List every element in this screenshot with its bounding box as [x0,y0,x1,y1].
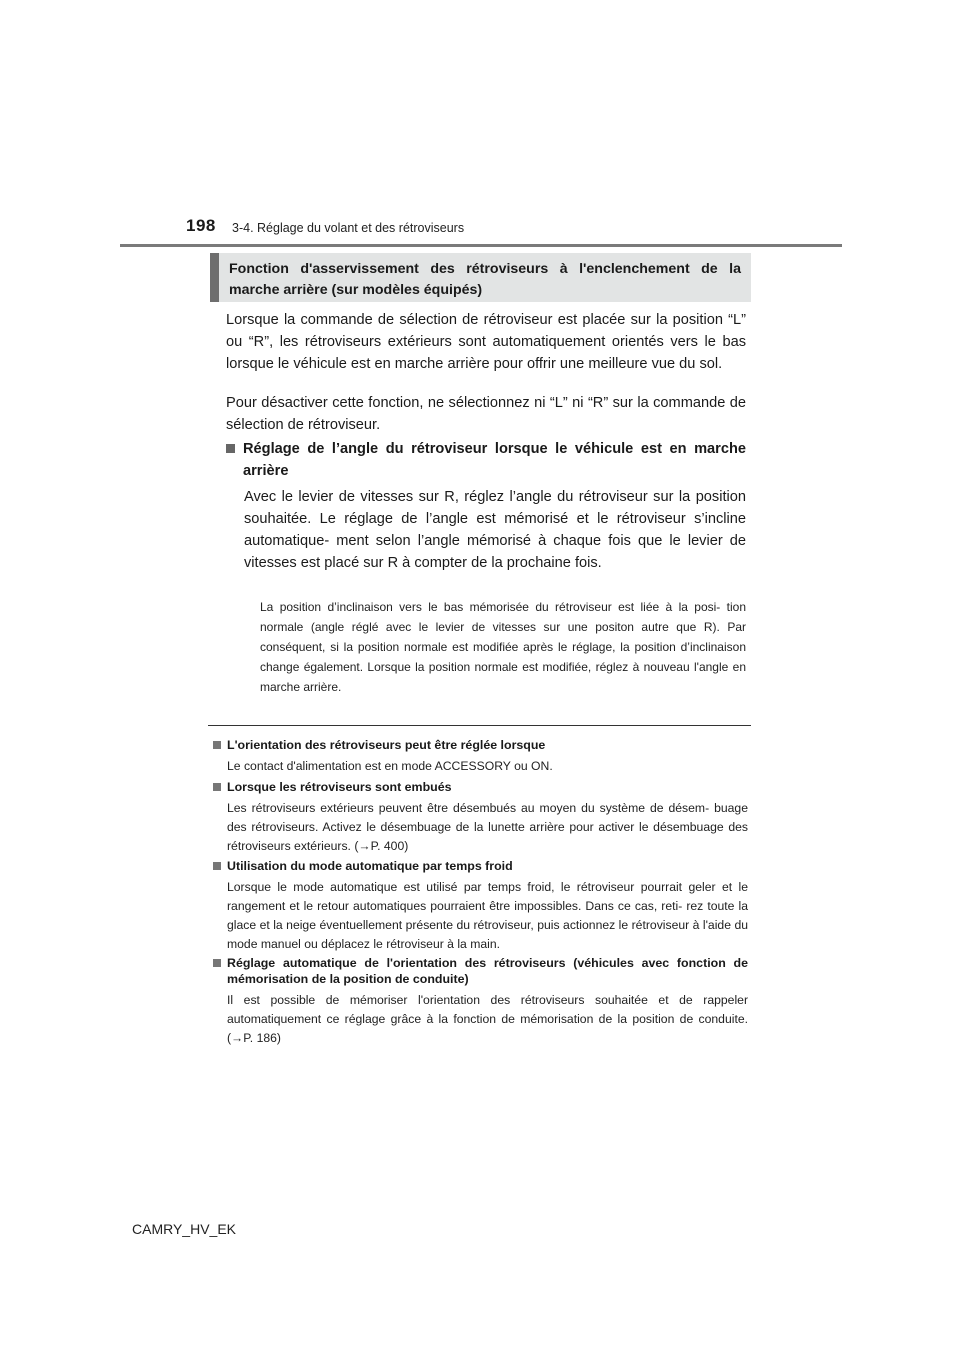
info-item-body: Les rétroviseurs extérieurs peuvent être désembués au moyen du système de désem- buage des rétroviseurs. Activez le désembuage de la lunette arrière pour activer le désembuage des rétroviseurs extérieurs. (→P. 400) [227,801,748,853]
info-item-body: Il est possible de mémoriser l'orientation des rétroviseurs souhaitée et de rappeler automatiquement ce réglage grâce à la fonction de mémorisation de la position de conduite. (→P. 186) [227,993,748,1045]
info-item-body: Lorsque le mode automatique est utilisé par temps froid, le rétroviseur pourrait geler et le rangement et le retour automatiques pourraient être impossibles. Dans ce cas, reti- rez toute la glace et la neige éventuellement présente du rétroviseur, puis actionnez le rétroviseur à l'aide du mode manuel ou déplacez le rétroviseur à la main. [227,880,748,951]
section-divider [208,725,751,726]
paragraph-angle-setting: Avec le levier de vitesses sur R, réglez l’angle du rétroviseur sur la position souhaitée. Le réglage de l’angle est mémorisé et le rétroviseur s’incline automatique- ment selon l’angle mémorisé à chaque fois que le levier de vitesses est placé sur R à compter de la prochaine fois. [244,489,746,571]
info-item-title: Réglage automatique de l'orientation des rétroviseurs (véhicules avec fonction de mémorisation de la position de conduite) [213,955,748,987]
square-bullet-icon [213,862,221,870]
note-paragraph: La position d’inclinaison vers le bas mémorisée du rétroviseur est liée à la posi- tion normale (angle réglé avec le levier de vitesses sur une positon autre que R). Par conséquent, si la position normale est modifiée après le réglage, la position d’inclinaison change également. Lorsque la position normale est modifiée, réglez à nouveau l'angle en marche arrière. [260,600,746,694]
info-item [213,779,748,856]
info-item-title: L'orientation des rétroviseurs peut être réglée lorsque [213,737,748,753]
header-rule [120,244,842,247]
sub-heading [226,438,746,482]
square-bullet-icon [226,444,235,453]
section-heading-box: Fonction d'asservissement des rétroviseurs à l'enclenchement de la marche arrière (sur modèles équipés) [210,253,751,302]
info-item-body: Le contact d'alimentation est en mode ACCESSORY ou ON. [227,759,553,773]
paragraph-deactivate: Pour désactiver cette fonction, ne sélectionnez ni “L” ni “R” sur la commande de sélection de rétroviseur. [226,395,746,433]
paragraph-intro: Lorsque la commande de sélection de rétroviseur est placée sur la position “L” ou “R”, les rétroviseurs extérieurs sont automatiquement orientés vers le bas lorsque le véhicule est en marche arrière pour offrir une meilleure vue du sol. [226,312,746,372]
square-bullet-icon [213,959,221,967]
info-item-title: Utilisation du mode automatique par temps froid [213,858,748,874]
info-item [213,858,748,954]
square-bullet-icon [213,783,221,791]
info-item [213,955,748,1048]
square-bullet-icon [213,741,221,749]
page-number: 198 [186,216,216,235]
info-item-title: Lorsque les rétroviseurs sont embués [213,779,748,795]
sub-heading-text: Réglage de l’angle du rétroviseur lorsque le véhicule est en marche arrière [243,441,746,479]
info-item [213,737,748,776]
section-title: 3-4. Réglage du volant et des rétroviseurs [232,221,465,235]
footer-model-code: CAMRY_HV_EK [132,1221,237,1237]
